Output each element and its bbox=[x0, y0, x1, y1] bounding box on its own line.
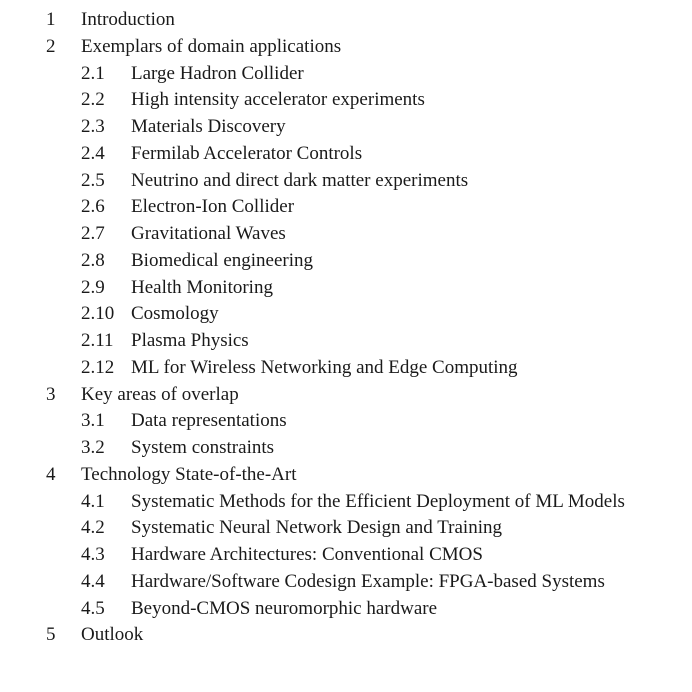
subsection-title[interactable]: Health Monitoring bbox=[131, 276, 273, 298]
toc-subentry[interactable] bbox=[0, 569, 692, 596]
toc-entry[interactable] bbox=[0, 7, 692, 34]
toc-subentry[interactable] bbox=[0, 301, 692, 328]
subsection-number: 4.5 bbox=[81, 597, 105, 619]
toc-subentry[interactable] bbox=[0, 87, 692, 114]
section-number: 5 bbox=[46, 624, 56, 646]
toc-subentry[interactable] bbox=[0, 596, 692, 623]
subsection-title[interactable]: ML for Wireless Networking and Edge Computing bbox=[131, 356, 518, 378]
toc-entry[interactable] bbox=[0, 622, 692, 649]
subsection-number: 2.11 bbox=[81, 330, 114, 351]
section-number: 2 bbox=[46, 35, 56, 57]
subsection-title[interactable]: High intensity accelerator experiments bbox=[131, 89, 425, 111]
toc-subentry[interactable] bbox=[0, 194, 692, 221]
subsection-number: 2.6 bbox=[81, 196, 105, 218]
subsection-number: 4.2 bbox=[81, 517, 105, 539]
toc-subentry[interactable] bbox=[0, 435, 692, 462]
toc-entry[interactable] bbox=[0, 462, 692, 489]
toc-subentry[interactable] bbox=[0, 168, 692, 195]
toc-subentry[interactable] bbox=[0, 248, 692, 275]
toc-subentry[interactable] bbox=[0, 114, 692, 141]
subsection-title[interactable]: Fermilab Accelerator Controls bbox=[131, 142, 363, 164]
section-number: 1 bbox=[46, 9, 56, 30]
toc-subentry[interactable] bbox=[0, 61, 692, 88]
subsection-number: 2.9 bbox=[81, 276, 105, 298]
toc-entry[interactable] bbox=[0, 382, 692, 409]
subsection-title[interactable]: Gravitational Waves bbox=[131, 223, 286, 244]
subsection-number: 2.1 bbox=[81, 62, 105, 84]
section-title[interactable]: Technology State-of-the-Art bbox=[81, 463, 297, 485]
subsection-number: 2.8 bbox=[81, 249, 105, 271]
section-title[interactable]: Outlook bbox=[81, 624, 144, 646]
section-title[interactable]: Exemplars of domain applications bbox=[81, 35, 342, 57]
section-number: 4 bbox=[46, 463, 56, 485]
toc-subentry[interactable] bbox=[0, 328, 692, 355]
subsection-title[interactable]: Materials Discovery bbox=[131, 116, 286, 137]
subsection-number: 3.2 bbox=[81, 437, 105, 458]
subsection-title[interactable]: Neutrino and direct dark matter experiments bbox=[131, 169, 469, 191]
subsection-title[interactable]: Beyond-CMOS neuromorphic hardware bbox=[131, 597, 438, 619]
toc-entry[interactable] bbox=[0, 34, 692, 61]
table-of-contents bbox=[0, 7, 692, 649]
subsection-number: 2.12 bbox=[81, 356, 115, 378]
toc-subentry[interactable] bbox=[0, 408, 692, 435]
section-title[interactable]: Introduction bbox=[81, 9, 175, 30]
toc-subentry[interactable] bbox=[0, 275, 692, 302]
subsection-title[interactable]: Systematic Methods for the Efficient Deployment of ML Models bbox=[131, 490, 625, 512]
toc-subentry[interactable] bbox=[0, 141, 692, 168]
subsection-number: 3.1 bbox=[81, 410, 105, 432]
toc-subentry[interactable] bbox=[0, 355, 692, 382]
subsection-title[interactable]: Hardware Architectures: Conventional CMOS bbox=[131, 544, 483, 565]
toc-subentry[interactable] bbox=[0, 221, 692, 248]
subsection-title[interactable]: Electron-Ion Collider bbox=[131, 196, 295, 218]
subsection-number: 2.5 bbox=[81, 169, 105, 191]
subsection-title[interactable]: System constraints bbox=[131, 437, 275, 458]
subsection-number: 4.3 bbox=[81, 544, 105, 565]
subsection-title[interactable]: Systematic Neural Network Design and Training bbox=[131, 517, 502, 539]
subsection-number: 2.4 bbox=[81, 142, 105, 164]
subsection-title[interactable]: Plasma Physics bbox=[131, 330, 249, 351]
section-number: 3 bbox=[46, 383, 56, 405]
subsection-number: 4.1 bbox=[81, 490, 105, 512]
toc-subentry[interactable] bbox=[0, 489, 692, 516]
toc-subentry[interactable] bbox=[0, 515, 692, 542]
subsection-number: 4.4 bbox=[81, 570, 105, 592]
subsection-title[interactable]: Hardware/Software Codesign Example: FPGA-based Systems bbox=[131, 570, 605, 592]
subsection-number: 2.3 bbox=[81, 116, 105, 137]
subsection-number: 2.2 bbox=[81, 89, 105, 111]
section-title[interactable]: Key areas of overlap bbox=[81, 383, 239, 405]
toc-subentry[interactable] bbox=[0, 542, 692, 569]
subsection-title[interactable]: Biomedical engineering bbox=[131, 249, 314, 271]
subsection-number: 2.7 bbox=[81, 223, 105, 244]
subsection-title[interactable]: Cosmology bbox=[131, 303, 219, 325]
subsection-title[interactable]: Large Hadron Collider bbox=[131, 62, 304, 84]
subsection-title[interactable]: Data representations bbox=[131, 410, 287, 432]
subsection-number: 2.10 bbox=[81, 303, 115, 325]
